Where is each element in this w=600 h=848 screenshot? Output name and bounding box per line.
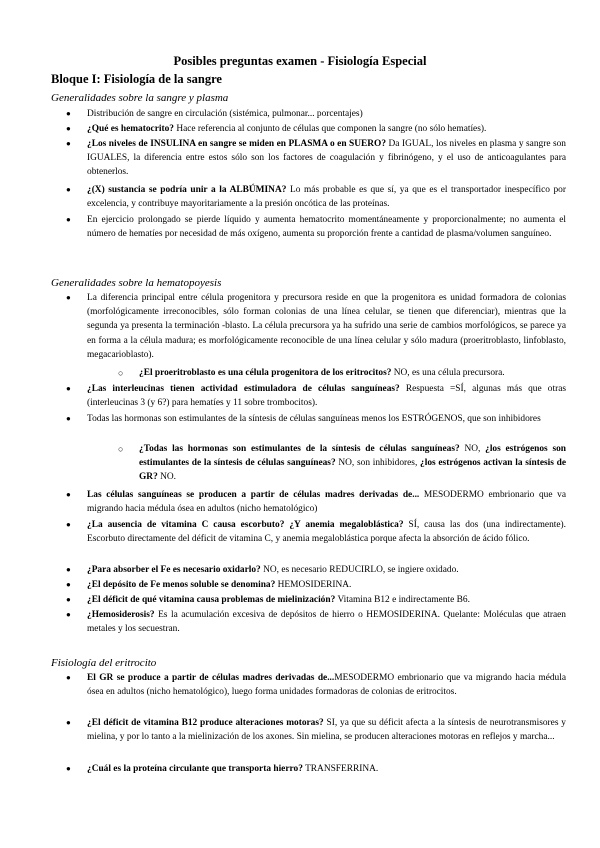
document-title: Posibles preguntas examen - Fisiología Especial bbox=[173, 54, 427, 68]
list-item: ¿El proeritroblasto es una célula progenitora de los eritrocitos? NO, es una célula precursora. bbox=[139, 368, 505, 378]
bullet-icon: ● bbox=[66, 109, 71, 118]
bullet-icon: ● bbox=[66, 595, 71, 604]
subheading: Generalidades sobre la sangre y plasma bbox=[51, 92, 229, 104]
bullet-icon: ● bbox=[66, 293, 71, 302]
list-item: ¿Todas las hormonas son estimulantes de la síntesis de células sanguíneas? NO, ¿los estrógenos son estimulantes de la síntesis de células sanguíneas? NO, son inhibidores, ¿los estrógenos activan la síntesis de GR? NO. bbox=[139, 444, 566, 483]
list-item: Las células sanguíneas se producen a partir de células madres derivadas de... MESODERMO embrionario que va migrando hacia médula ósea en adultos (nicho hematológico) bbox=[87, 490, 567, 515]
sub-bullet-icon: ○ bbox=[118, 368, 124, 378]
sub-bullet-icon: ○ bbox=[118, 444, 124, 454]
list-item: ¿Qué es hematocrito? Hace referencia al conjunto de células que componen la sangre (no sólo hematíes). bbox=[87, 124, 487, 134]
section-title: Bloque I: Fisiología de la sangre bbox=[51, 72, 222, 86]
list-item: ¿Las interleucinas tienen actividad estimuladora de células sanguíneas? Respuesta =SÍ, algunas más que otras (interleucinas 3 (y 6?) para hematíes y 11 sobre trombocitos). bbox=[87, 384, 566, 409]
bullet-icon: ● bbox=[66, 384, 71, 393]
list-item: La diferencia principal entre célula progenitora y precursora reside en que la progenitora es unidad formadora de colonias (morfológicamente irreconocibles, sólo forman colonias de una línea celular, se tienen que diferenciar), mientras que la segunda ya presenta la terminación -blasto. La célula precursora ya ha sufrido una serie de cambios morfológicos, se parece ya en forma a la célula madura; es morfológicamente reconocible de una línea celular y sólo madura (proeritroblasto, linfoblasto, megacarioblasto). bbox=[87, 293, 566, 360]
list-item: Todas las hormonas son estimulantes de la síntesis de células sanguíneas menos los ESTRÓGENOS, que son inhibidores bbox=[87, 414, 541, 424]
list-item: Distribución de sangre en circulación (sistémica, pulmonar... porcentajes) bbox=[87, 109, 363, 119]
bullet-icon: ● bbox=[66, 215, 71, 224]
bullet-icon: ● bbox=[66, 124, 71, 133]
list-item: En ejercicio prolongado se pierde líquido y aumenta hematocrito momentáneamente y proporcionalmente; no aumenta el número de hematíes por necesidad de más oxígeno, aumenta su proporción frente a cantidad de plasma/volumen sanguíneo. bbox=[87, 215, 566, 240]
list-item: El GR se produce a partir de células madres derivadas de...MESODERMO embrionario que va migrando hacia médula ósea en adultos (nicho hematológico), luego forma unidades formadoras de colonias de eritrocitos. bbox=[87, 673, 567, 698]
subheading: Generalidades sobre la hematopoyesis bbox=[51, 277, 222, 289]
bullet-icon: ● bbox=[66, 718, 71, 727]
bullet-icon: ● bbox=[66, 580, 71, 589]
bullet-icon: ● bbox=[66, 673, 71, 682]
subheading: Fisiología del eritrocito bbox=[51, 657, 157, 669]
list-item: ¿El déficit de qué vitamina causa problemas de mielinización? Vitamina B12 e indirectamente B6. bbox=[87, 595, 470, 605]
bullet-icon: ● bbox=[66, 185, 71, 194]
list-item: ¿Cuál es la proteína circulante que transporta hierro? TRANSFERRINA. bbox=[87, 764, 379, 774]
list-item: ¿(X) sustancia se podría unir a la ALBÚMINA? Lo más probable es que sí, ya que es el transportador inespecífico por excelencia, y contribuye mayoritariamente a la presión oncótica de las proteínas. bbox=[87, 185, 566, 210]
list-item: ¿El depósito de Fe menos soluble se denomina? HEMOSIDERINA. bbox=[87, 580, 352, 590]
list-item: ¿Hemosiderosis? Es la acumulación excesiva de depósitos de hierro o HEMOSIDERINA. Quelante: Moléculas que atraen metales y los secuestran. bbox=[87, 610, 566, 635]
bullet-icon: ● bbox=[66, 565, 71, 574]
bullet-icon: ● bbox=[66, 490, 71, 499]
bullet-icon: ● bbox=[66, 520, 71, 529]
bullet-icon: ● bbox=[66, 610, 71, 619]
list-item: ¿La ausencia de vitamina C causa escorbuto? ¿Y anemia megaloblástica? SÍ, causa las dos (una indirectamente). Escorbuto directamente del déficit de vitamina C, y anemia megaloblástica porque afecta la absorción de ácido fólico. bbox=[87, 520, 566, 545]
list-item: ¿El déficit de vitamina B12 produce alteraciones motoras? SI, ya que su déficit afecta a la síntesis de neurotransmisores y mielina, y por lo tanto a la mielinización de los axones. Sin mielina, se producen alteraciones motoras en reflejos y marcha... bbox=[87, 718, 566, 743]
bullet-icon: ● bbox=[66, 139, 71, 148]
list-item: ¿Para absorber el Fe es necesario oxidarlo? NO, es necesario REDUCIRLO, se ingiere oxidado. bbox=[87, 565, 459, 575]
list-item: ¿Los niveles de INSULINA en sangre se miden en PLASMA o en SUERO? Da IGUAL, los niveles en plasma y sangre son IGUALES, la diferencia entre estos sólo son los factores de coagulación y fibrinógeno, y el uso de anticoagulantes para obtenerlos. bbox=[87, 139, 566, 178]
bullet-icon: ● bbox=[66, 414, 71, 423]
bullet-icon: ● bbox=[66, 764, 71, 773]
